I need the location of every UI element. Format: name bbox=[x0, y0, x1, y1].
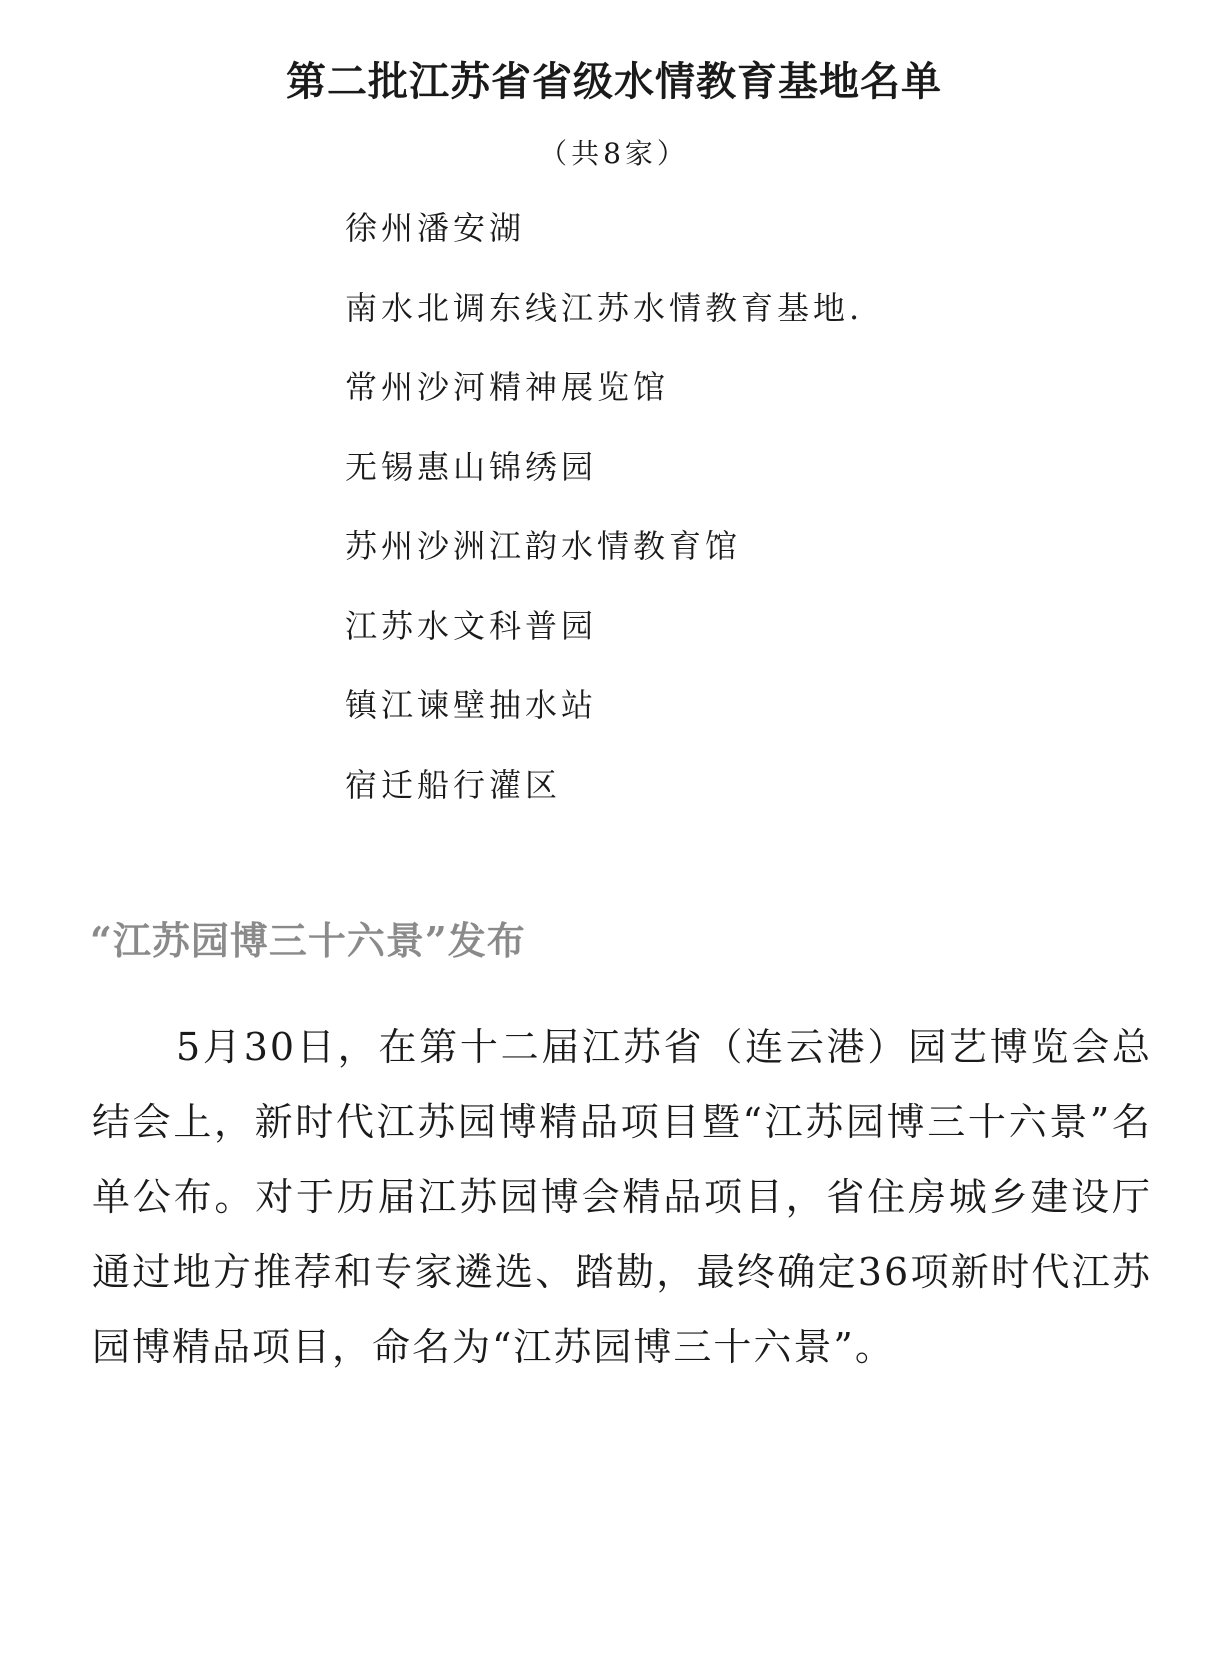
section-heading: “江苏园博三十六景”发布 bbox=[90, 918, 526, 963]
education-base-list bbox=[345, 205, 863, 841]
list-item: 南水北调东线江苏水情教育基地. bbox=[345, 288, 864, 327]
list-item: 徐州潘安湖 bbox=[345, 209, 526, 247]
list-item: 常州沙河精神展览馆 bbox=[345, 368, 670, 406]
list-item: 宿迁船行灌区 bbox=[345, 765, 562, 804]
document-title: 第二批江苏省省级水情教育基地名单 bbox=[286, 59, 942, 105]
list-item: 苏州沙洲江韵水情教育馆 bbox=[345, 527, 742, 565]
list-item: 无锡惠山锦绣园 bbox=[345, 447, 598, 486]
section-body-paragraph: 5月30日，在第十二届江苏省（连云港）园艺博览会总结会上，新时代江苏园博精品项目暨“江苏园博三十六景”名单公布。对于历届江苏园博会精品项目，省住房城乡建设厅通过地方推荐和专家遴选、踏勘，最终确定36项新时代江苏园博精品项目，命名为“江苏园博三十六景”。 bbox=[92, 1025, 1152, 1369]
list-item: 江苏水文科普园 bbox=[345, 606, 598, 645]
document-subtitle: （共8家） bbox=[539, 137, 689, 170]
list-item: 镇江谏壁抽水站 bbox=[345, 686, 598, 724]
